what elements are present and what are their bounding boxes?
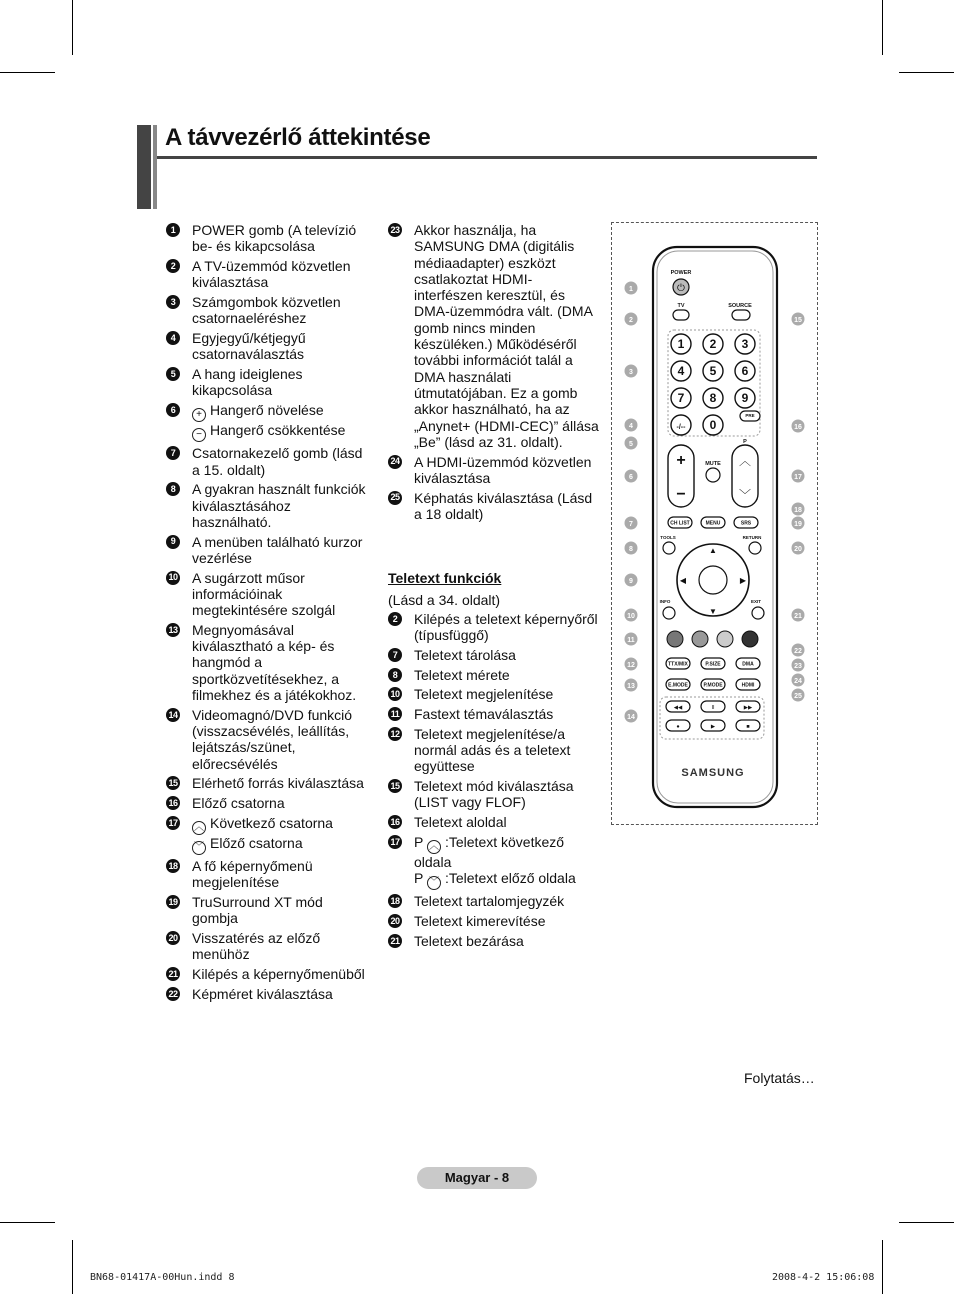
legend-line: Videomagnó/DVD funkció (visszacsévélés, leállítás, lejátszás/szünet, előrecsévélés	[192, 706, 353, 772]
callout-number-badge: 24	[388, 455, 402, 469]
legend-line: TruSurround XT mód gombja	[192, 894, 323, 927]
p-label: P	[743, 439, 747, 445]
title-rule	[157, 156, 817, 159]
callout-number-badge: 15	[166, 776, 180, 790]
digit-button-label: 9	[741, 391, 749, 405]
legend-item-17	[388, 834, 600, 890]
callout-number-badge: 11	[388, 707, 402, 721]
callout-number-badge: 17	[166, 816, 180, 830]
digit-button-label: 3	[741, 337, 749, 351]
dma-button-label: DMA	[742, 661, 754, 668]
legend-line: Teletext mód kiválasztása (LIST vagy FLOF)	[414, 778, 574, 811]
legend-item-12	[388, 726, 600, 775]
legend-item-3	[166, 294, 371, 327]
legend-item-7	[388, 647, 600, 663]
callout-number: 23	[794, 663, 802, 670]
callout-number-badge: 21	[388, 934, 402, 948]
print-slug-date: 2008-4-2 15:06:08	[772, 1272, 875, 1283]
crop-mark	[72, 1240, 73, 1294]
callout-number: 1	[629, 286, 633, 293]
crop-mark	[899, 1222, 954, 1223]
legend-text	[192, 930, 371, 963]
legend-line: Teletext aloldal	[414, 814, 507, 831]
title-accent-bar	[137, 125, 151, 209]
legend-text	[192, 481, 371, 530]
color-button	[692, 631, 708, 647]
teletext-heading: Teletext funkciók	[388, 569, 502, 586]
legend-line: Képhatás kiválasztása (Lásd a 18 oldalt)	[414, 489, 593, 522]
exit-button	[752, 607, 764, 619]
callout-number-badge: 14	[166, 708, 180, 722]
legend-text	[192, 815, 371, 855]
crop-mark	[882, 0, 883, 55]
crop-mark	[899, 72, 954, 73]
legend-line: A sugárzott műsor információinak megtekintésére szolgál	[192, 569, 336, 619]
legend-text	[414, 834, 600, 890]
channel-down-icon: ﹀	[738, 488, 752, 502]
samsung-logo: SAMSUNG	[681, 767, 745, 779]
down-arrow-icon: ▼	[709, 607, 717, 616]
callout-number-badge: 13	[166, 623, 180, 637]
legend-item-22	[166, 986, 371, 1002]
pre-ch-label: PRE	[745, 413, 755, 418]
digit-button-label: 7	[677, 391, 685, 405]
legend-item-15	[388, 778, 600, 811]
callout-number-badge: 20	[388, 914, 402, 928]
legend-line-text: Előző csatorna	[210, 834, 303, 851]
callout-number-badge: 4	[166, 331, 180, 345]
info-button	[663, 607, 675, 619]
callout-number-badge: 2	[166, 259, 180, 273]
ch-list-button-label: CH LIST	[670, 520, 690, 527]
callout-number-badge: 25	[388, 491, 402, 505]
color-button	[742, 631, 758, 647]
legend-text	[192, 966, 371, 982]
legend-text	[192, 222, 371, 255]
teletext-reference: (Lásd a 34. oldalt)	[388, 591, 501, 608]
legend-item-24	[388, 454, 600, 487]
legend-line: Csatornakezelő gomb (lásd a 15. oldalt)	[192, 445, 363, 478]
legend-line-text: :Teletext előző oldala	[444, 870, 576, 887]
p-mode-button-label: P.MODE	[703, 682, 723, 689]
digit-button-label: 5	[709, 364, 717, 378]
up-arrow-icon: ▲	[709, 546, 717, 555]
callout-number-badge: 18	[166, 859, 180, 873]
legend-line: Számgombok közvetlen csatornaeléréshez	[192, 293, 341, 327]
ttx-mix-button-label: TTX/MIX	[668, 661, 688, 668]
digit-button-label: 0	[709, 418, 717, 432]
legend-item-9	[166, 534, 371, 567]
callout-number: 24	[794, 678, 802, 685]
legend-text	[414, 814, 600, 830]
legend-line: A fő képernyőmenü megjelenítése	[192, 858, 313, 891]
legend-item-8	[388, 667, 600, 683]
legend-text	[414, 611, 600, 644]
callout-number-badge: 7	[388, 648, 402, 662]
mute-button	[706, 468, 720, 482]
callout-number: 17	[794, 474, 802, 481]
legend-text	[192, 534, 371, 567]
vcr-icon: ◀◀	[673, 705, 683, 711]
legend-line: Megnyomásával kiválasztható a kép- és hangmód a sportközvetítésekhez, a filmekhez és a játékokhoz.	[192, 621, 357, 704]
legend-item-10	[166, 570, 371, 619]
digit-button-label: 4	[677, 364, 685, 378]
vcr-icon: ▶▶	[743, 705, 753, 711]
info-label: INFO	[659, 599, 671, 604]
enter-button	[699, 566, 727, 594]
legend-text	[192, 775, 371, 791]
legend-line: Akkor használja, ha SAMSUNG DMA (digitális médiaadapter) eszközt csatlakoztat HDMI-interfészen keresztül, és DMA-üzemmódra vált. (DMA gomb nincs minden készüléken.) Működéséről további információt talál a DMA használati útmutatójában. Ez a gomb akkor használható, ha az „Anynet+ (HDMI-CEC)” állása „Be” (lásd az 31. oldalt).	[414, 222, 599, 450]
legend-text	[414, 913, 600, 929]
legend-item-16	[166, 795, 371, 811]
callout-number-badge: 20	[166, 931, 180, 945]
legend-item-8	[166, 481, 371, 530]
down-button-icon: −	[192, 428, 206, 442]
legend-item-16	[388, 814, 600, 830]
legend-text	[414, 686, 600, 702]
power-label: POWER	[670, 270, 692, 276]
legend-item-20	[166, 930, 371, 963]
legend-item-20	[388, 913, 600, 929]
legend-text	[192, 402, 371, 442]
right-arrow-icon: ▶	[739, 576, 747, 585]
legend-line: Teletext kimerevítése	[414, 913, 546, 930]
legend-text	[192, 258, 371, 291]
callout-number: 25	[794, 693, 802, 700]
callout-number: 7	[629, 521, 633, 528]
callout-number-badge: 10	[166, 571, 180, 585]
callout-number: 12	[627, 662, 635, 669]
crop-mark	[0, 1222, 55, 1223]
tools-label: TOOLS	[660, 535, 676, 540]
callout-number-badge: 6	[166, 403, 180, 417]
legend-item-14	[166, 707, 371, 772]
callout-number-badge: 2	[388, 612, 402, 626]
legend-line	[192, 835, 371, 855]
callout-number-badge: 5	[166, 367, 180, 381]
legend-text	[192, 795, 371, 811]
legend-text	[192, 622, 371, 703]
legend-text	[192, 707, 371, 772]
callout-number-badge: 15	[388, 779, 402, 793]
callout-number: 2	[629, 317, 633, 324]
legend-line-text: Hangerő növelése	[210, 401, 324, 418]
digit-button-label: 1	[677, 337, 685, 351]
remote-illustration-frame	[611, 222, 818, 825]
legend-text	[414, 490, 600, 523]
callout-number: 13	[627, 683, 635, 690]
legend-text	[414, 778, 600, 811]
up-button-icon: +	[192, 408, 206, 422]
p-size-button-label: P.SIZE	[705, 661, 721, 668]
legend-text	[192, 445, 371, 478]
legend-item-23	[388, 222, 600, 450]
legend-column-left	[166, 222, 371, 1005]
digit-button-label: -/--	[676, 424, 686, 431]
callout-number-badge: 8	[166, 482, 180, 496]
legend-line: Teletext megjelenítése	[414, 686, 554, 703]
source-label: SOURCE	[728, 303, 752, 309]
legend-text	[414, 454, 600, 487]
digit-button-label: 8	[709, 391, 717, 405]
vcr-icon: ■	[746, 724, 750, 730]
srs-button-label: SRS	[740, 520, 752, 527]
left-arrow-icon: ◀	[679, 576, 687, 585]
callout-number: 9	[629, 578, 633, 585]
volume-down-icon: −	[676, 486, 686, 503]
legend-line: Kilépés a képernyőmenüből	[192, 966, 365, 983]
legend-text	[192, 330, 371, 363]
legend-text	[414, 726, 600, 775]
volume-up-icon: +	[676, 452, 686, 469]
callout-number-badge: 1	[166, 223, 180, 237]
legend-text	[414, 222, 600, 450]
callout-number: 21	[794, 613, 802, 620]
source-button	[732, 310, 750, 320]
down-button-icon: ﹀	[428, 877, 439, 889]
legend-item-21	[166, 966, 371, 982]
legend-text	[192, 986, 371, 1002]
return-button	[749, 542, 761, 554]
callout-number-badge: 10	[388, 687, 402, 701]
legend-line: POWER gomb (A televízió be- és kikapcsolása	[192, 222, 357, 255]
exit-label: EXIT	[750, 599, 762, 604]
legend-item-11	[388, 706, 600, 722]
callout-number: 16	[794, 424, 802, 431]
legend-line-text: Következő csatorna	[210, 814, 333, 831]
legend-line: A hang ideiglenes kikapcsolása	[192, 365, 303, 399]
title-accent-bar	[153, 125, 157, 209]
up-button-icon: ︿	[428, 840, 439, 852]
legend-line: A TV-üzemmód közvetlen kiválasztása	[192, 257, 351, 291]
color-button	[717, 631, 733, 647]
e-mode-button-label: E.MODE	[668, 682, 688, 689]
callout-number: 14	[627, 714, 635, 721]
callout-number-badge: 7	[166, 446, 180, 460]
legend-item-17	[166, 815, 371, 855]
legend-item-19	[166, 894, 371, 927]
up-button-icon: ︿	[194, 821, 204, 833]
mute-label: MUTE	[705, 461, 721, 467]
crop-mark	[0, 72, 55, 73]
callout-number-badge: 17	[388, 835, 402, 849]
color-button	[667, 631, 683, 647]
callout-number: 19	[794, 521, 802, 528]
callout-number: 11	[627, 637, 635, 644]
legend-item-7	[166, 445, 371, 478]
legend-line-text: Hangerő csökkentése	[210, 421, 346, 438]
callout-number-badge: 23	[388, 223, 402, 237]
vcr-icon: II	[711, 705, 715, 711]
legend-item-6	[166, 402, 371, 442]
legend-item-18	[388, 893, 600, 909]
legend-item-4	[166, 330, 371, 363]
legend-text	[192, 894, 371, 927]
callout-number-badge: 16	[388, 815, 402, 829]
legend-line: Teletext megjelenítése/a normál adás és a teletext együttese	[414, 725, 571, 775]
legend-text	[192, 570, 371, 619]
callout-number-badge: 21	[166, 967, 180, 981]
legend-text	[414, 647, 600, 663]
legend-line: Fastext témaválasztás	[414, 706, 554, 723]
callout-number: 5	[629, 441, 633, 448]
callout-number: 10	[627, 613, 635, 620]
legend-item-1	[166, 222, 371, 255]
return-label: RETURN	[742, 535, 762, 540]
legend-line: Teletext mérete	[414, 666, 510, 683]
power-icon: ⏻	[677, 283, 685, 294]
tv-label: TV	[677, 303, 685, 309]
callout-number-badge: 16	[166, 796, 180, 810]
legend-text	[414, 706, 600, 722]
legend-text	[414, 893, 600, 909]
crop-mark	[72, 0, 73, 55]
page-title: A távvezérlő áttekintése	[165, 124, 431, 151]
legend-item-10	[388, 686, 600, 702]
remote-control-illustration	[612, 223, 817, 824]
legend-line	[192, 402, 371, 422]
legend-line: Egyjegyű/kétjegyű csatornaválasztás	[192, 329, 306, 363]
callout-number-badge: 19	[166, 895, 180, 909]
legend-line-text: :Teletext következő oldala	[414, 833, 565, 870]
callout-number: 18	[794, 507, 802, 514]
continued-label: Folytatás…	[744, 1070, 815, 1086]
legend-line: Visszatérés az előző menühöz	[192, 930, 321, 963]
down-button-icon: ﹀	[194, 841, 204, 853]
callout-number-badge: 22	[166, 987, 180, 1001]
legend-line: P ﹀ :Teletext előző oldala	[414, 870, 576, 889]
spacer	[388, 526, 600, 570]
legend-line: Teletext bezárása	[414, 932, 524, 949]
legend-text	[414, 933, 600, 949]
channel-up-icon: ︿	[738, 454, 752, 468]
callout-number: 4	[629, 423, 633, 430]
legend-item-2	[166, 258, 371, 291]
legend-line: A menüben található kurzor vezérlése	[192, 533, 363, 566]
vcr-icon: ▶	[710, 724, 716, 730]
digit-button-label: 6	[741, 364, 749, 378]
digit-button-label: 2	[709, 337, 717, 351]
legend-item-2	[388, 611, 600, 644]
vcr-icon: ●	[676, 724, 680, 730]
legend-line: P ︿ :Teletext következő oldala	[414, 833, 565, 870]
legend-line: Teletext tartalomjegyzék	[414, 893, 565, 910]
legend-text	[414, 667, 600, 683]
callout-number-badge: 12	[388, 727, 402, 741]
tools-button	[663, 542, 675, 554]
legend-item-15	[166, 775, 371, 791]
legend-item-25	[388, 490, 600, 523]
legend-line: Kilépés a teletext képernyőről (típusfüggő)	[414, 611, 598, 644]
legend-item-21	[388, 933, 600, 949]
legend-column-right	[388, 222, 600, 953]
legend-item-18	[166, 858, 371, 891]
legend-line	[192, 422, 371, 442]
crop-mark	[882, 1240, 883, 1294]
legend-line	[192, 815, 371, 835]
page-number-badge: Magyar - 8	[417, 1167, 537, 1189]
callout-number-badge: 9	[166, 535, 180, 549]
legend-text	[192, 294, 371, 327]
callout-number: 15	[794, 317, 802, 324]
callout-number-badge: 18	[388, 894, 402, 908]
legend-text	[192, 858, 371, 891]
legend-line: Elérhető forrás kiválasztása	[192, 775, 364, 792]
legend-line: Képméret kiválasztása	[192, 985, 333, 1002]
legend-line: Teletext tárolása	[414, 647, 516, 664]
callout-number: 3	[629, 369, 633, 376]
callout-number: 22	[794, 648, 802, 655]
callout-number-badge: 3	[166, 295, 180, 309]
legend-line: A gyakran használt funkciók kiválasztásához használható.	[192, 481, 366, 530]
legend-line: Előző csatorna	[192, 794, 285, 811]
callout-number: 20	[794, 546, 802, 553]
menu-button-label: MENU	[705, 520, 721, 527]
legend-item-13	[166, 622, 371, 703]
print-slug-file: BN68-01417A-00Hun.indd 8	[90, 1272, 235, 1283]
legend-text	[192, 366, 371, 399]
legend-item-5	[166, 366, 371, 399]
hdmi-button-label: HDMI	[741, 682, 755, 689]
callout-number: 6	[629, 474, 633, 481]
tv-button	[673, 310, 689, 320]
callout-number-badge: 8	[388, 668, 402, 682]
legend-line: A HDMI-üzemmód közvetlen kiválasztása	[414, 453, 592, 486]
callout-number: 8	[629, 546, 633, 553]
